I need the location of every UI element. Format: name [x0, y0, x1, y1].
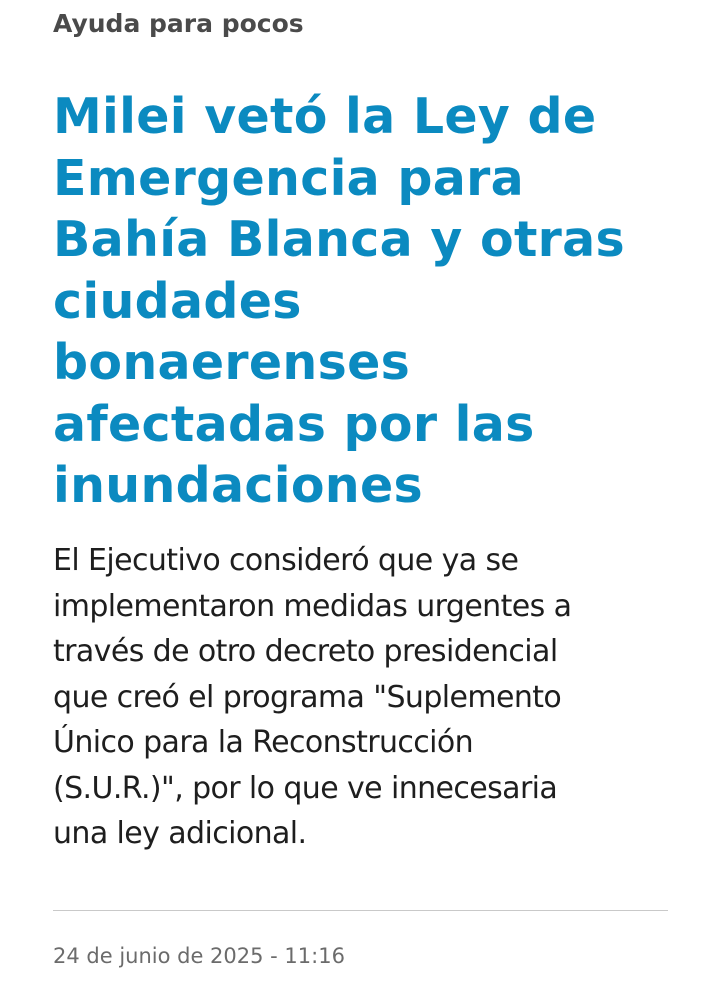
article-headline[interactable]: [53, 86, 668, 517]
summary-line: implementaron medidas urgentes a: [53, 588, 572, 624]
headline-line: inundaciones: [53, 457, 423, 514]
section-kicker[interactable]: Ayuda para pocos: [53, 9, 304, 38]
summary-line: que creó el programa "Suplemento: [53, 679, 562, 715]
headline-line: afectadas por las: [53, 395, 535, 453]
divider: [53, 910, 668, 911]
headline-line: Bahía Blanca y otras: [53, 211, 625, 268]
summary-line: una ley adicional.: [53, 816, 307, 851]
headline-line: Emergencia para: [53, 149, 524, 207]
summary-line: (S.U.R.)", por lo que ve innecesaria: [53, 770, 558, 806]
headline-line: bonaerenses: [53, 334, 411, 391]
summary-line: El Ejecutivo consideró que ya se: [53, 543, 519, 578]
headline-line: Milei vetó la Ley de: [53, 88, 597, 145]
summary-line: Único para la Reconstrucción: [53, 725, 474, 760]
publish-date: 24 de junio de 2025 - 11:16: [53, 944, 345, 968]
article-summary: [53, 538, 668, 857]
summary-line: través de otro decreto presidencial: [53, 634, 558, 669]
headline-line: ciudades: [53, 272, 302, 330]
